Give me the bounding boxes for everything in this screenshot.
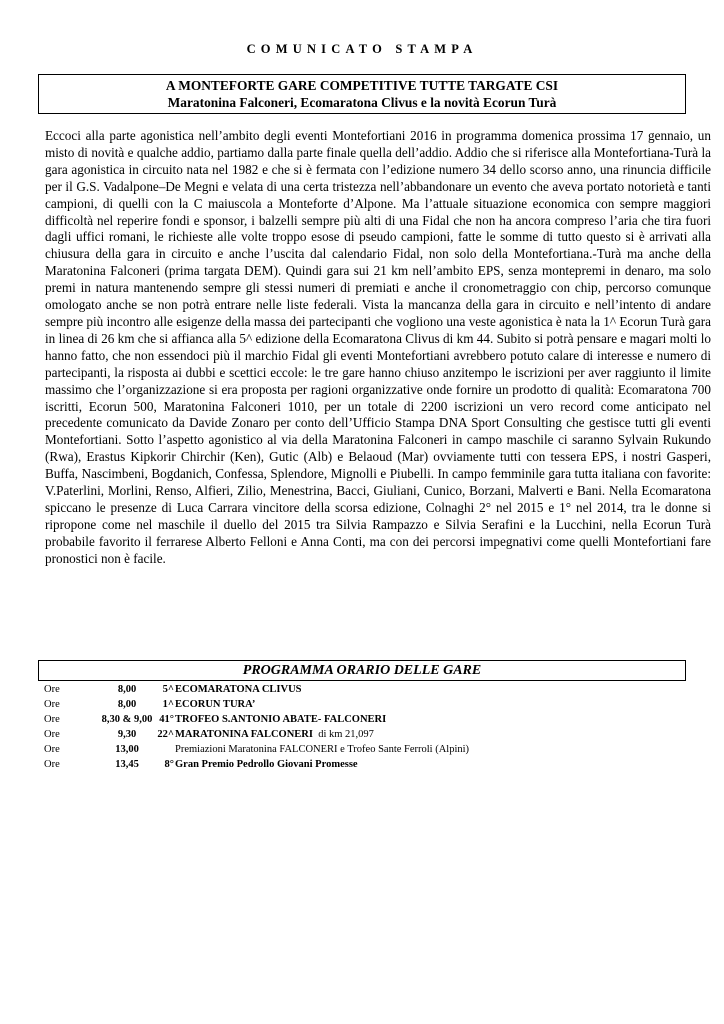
schedule-time: 13,45 xyxy=(115,759,139,770)
schedule-list xyxy=(44,682,694,772)
press-release-kicker: COMUNICATO STAMPA xyxy=(246,42,478,56)
schedule-event-name xyxy=(175,697,255,712)
schedule-ore-label: Ore xyxy=(44,759,60,770)
schedule-edition: 8° xyxy=(164,759,174,770)
schedule-event-title: ECORUN TURA’ xyxy=(175,699,256,710)
schedule-event-name xyxy=(175,682,302,697)
schedule-edition: 1^ xyxy=(162,699,174,710)
schedule-ore-label: Ore xyxy=(44,714,60,725)
schedule-time: 8,00 xyxy=(117,684,137,695)
schedule-time: 13,00 xyxy=(115,744,139,755)
schedule-event-title: Gran Premio Pedrollo Giovani Promesse xyxy=(175,759,358,770)
headline-box xyxy=(38,74,686,114)
schedule-edition: 41° xyxy=(159,714,174,725)
headline-title: A MONTEFORTE GARE COMPETITIVE TUTTE TARGATE CSI xyxy=(165,78,559,93)
schedule-event-detail: Premiazioni Maratonina FALCONERI e Trofeo Sante Ferroli (Alpini) xyxy=(175,744,470,755)
schedule-row xyxy=(44,697,694,712)
schedule-ore-label: Ore xyxy=(44,699,60,710)
headline-subtitle: Maratonina Falconeri, Ecomaratona Clivus e la novità Ecorun Turà xyxy=(167,95,557,110)
body-paragraph: Eccoci alla parte agonistica nell’ambito degli eventi Montefortiani 2016 in programma domenica prossima 17 gennaio, un misto di novità e qualche addio, partiamo dalla parte finale quella dell’addio. Addio che si riferisce alla Montefortiana-Turà la gara agonistica in circuito nata nel 1982 e che si è fermata con l’edizione numero 34 dello scorso anno, una rinuncia difficile per il G.S. Vadalpone–De Megni e velata di una certa tristezza nell’abbandonare un evento che aveva portato notorietà e tanti campioni, di quelli con la C maiuscola a Monteforte d’Alpone. Ma l’attuale situazione economica con sempre maggiori difficoltà nel reperire fondi e sponsor, i balzelli sempre più alti di una Fidal che non ha ancora compreso l’aria che tira fuori dagli uffici romani, le richieste alle volte troppo esose di pseudo campioni, fatte le somme di tutto questo si è arrivati alla chiusura della gara in circuito e anche l’uscita dal calendario Fidal, non solo della Montefortiana.-Turà ma anche della Maratonina Falconeri (prima targata DEM). Quindi gara sui 21 km nell’ambito EPS, senza montepremi in denaro, ma solo premi in natura mantenendo sempre gli stessi numeri di premiati e anche il cronometraggio con chip, percorso comunque omologato anche se non potrà entrare nelle liste federali. Vista la mancanza della gara in circuito e nell’intento di andare sempre più incontro alle esigenze della massa dei partecipanti che vogliono una veste agonistica è nata la 1^ Ecorun Turà gara in linea di 26 km che si affianca alla 5^ edizione della Ecomaratona Clivus di km 44. Subito si potrà pensare e magari molti lo hanno fatto, che non essendoci più il marchio Fidal gli eventi Montefortiani avrebbero potuto calare di interesse e numero di partecipanti, la risposta ai dubbi e scettici eccole: le tre gare hanno chiuso anzitempo le iscrizioni per aver raggiunto il limite massimo che l’organizzazione si era proposta per ragioni organizzative onde fornire un prodotto di qualità: Ecomaratona 700 iscritti, Ecorun 500, Maratonina Falconeri 1010, per un totale di 2200 iscrizioni un vero record come anticipato nel precedente comunicato da Davide Zonaro per conto dell’Ufficio Stampa DNA Sport Consulting che gestisce tutti gli eventi Montefortiani. Sotto l’aspetto agonistico al via della Maratonina Falconeri in campo maschile ci saranno Sylvain Rukundo (Rwa), Erastus Kipkorir Chirchir (Ken), Gutic (Alb) e Belaoud (Mar) ovviamente tutti con tessera EPS, i nostri Gasperi, Buffa, Nascimbeni, Bogdanich, Confessa, Splendore, Mignolli e Piubelli. In campo femminile gara tutta italiana con favorite: V.Paterlini, Morlini, Renso, Alfieri, Zilio, Menestrina, Bacci, Giuliani, Cunico, Borzani, Malverti e Bani. Nella Ecomaratona spiccano le presenze di Luca Carrara vincitore della scorsa edizione, Colnaghi 2° nel 2015 e 1° nel 2014, tra le donne si ripropone come nel maschile il duello del 2015 tra Silvia Rampazzo e Silvia Serafini e la Lucchini, nella Ecorun Turà probabile favorito il ferrarese Alberto Felloni e Anna Conti, ma con dei percorsi impegnativi come quelli Montefortiani fare pronostici non è facile. xyxy=(45,128,711,566)
schedule-row xyxy=(44,727,694,742)
schedule-event-name xyxy=(175,727,374,742)
schedule-time: 8,30 & 9,00 xyxy=(101,714,153,725)
schedule-row xyxy=(44,757,694,772)
schedule-edition: 5^ xyxy=(162,684,174,695)
schedule-row xyxy=(44,712,694,727)
schedule-event-title: ECOMARATONA CLIVUS xyxy=(175,684,302,695)
schedule-event-title: MARATONINA FALCONERI xyxy=(175,729,313,740)
schedule-event-name xyxy=(175,712,386,727)
program-title: PROGRAMMA ORARIO DELLE GARE xyxy=(38,660,686,681)
schedule-edition: 22^ xyxy=(157,729,174,740)
schedule-event-title: TROFEO S.ANTONIO ABATE- FALCONERI xyxy=(175,714,387,725)
schedule-event-name xyxy=(175,757,358,772)
schedule-row xyxy=(44,682,694,697)
schedule-ore-label: Ore xyxy=(44,744,60,755)
schedule-event-name xyxy=(175,742,469,757)
schedule-ore-label: Ore xyxy=(44,729,60,740)
schedule-time: 8,00 xyxy=(117,699,137,710)
schedule-event-detail: di km 21,097 xyxy=(318,729,374,740)
schedule-time: 9,30 xyxy=(117,729,137,740)
schedule-row xyxy=(44,742,694,757)
schedule-ore-label: Ore xyxy=(44,684,60,695)
